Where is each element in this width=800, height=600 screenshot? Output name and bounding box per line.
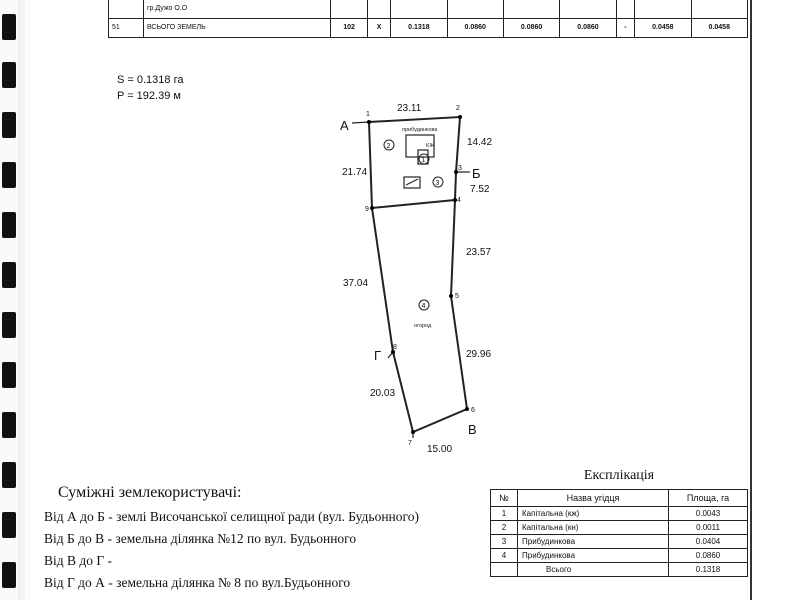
boundary-point: [458, 115, 462, 119]
land-area: 0.0404: [669, 535, 748, 549]
land-area: 0.0011: [669, 521, 748, 535]
row-number: 51: [109, 18, 144, 38]
zone-number: 4: [421, 303, 426, 310]
list-item: Від В до Г -: [44, 553, 113, 568]
table-row: [491, 563, 748, 577]
area-value: S = 0.1318 га: [117, 74, 184, 86]
shed-hatch: [406, 179, 418, 185]
table-row: [491, 535, 748, 549]
point-number: 1: [366, 111, 370, 118]
land-type: Прибудинкова: [518, 535, 669, 549]
table-cell: Х: [368, 18, 391, 38]
segment-length: 37.04: [343, 278, 369, 289]
owner-name: гр.Дужо О.О: [144, 0, 331, 18]
binder-hole: [2, 562, 16, 588]
land-type: Прибудинкова: [518, 549, 669, 563]
row-number: 4: [491, 549, 518, 563]
column-header: №: [491, 490, 518, 507]
total-label: Всього: [518, 563, 669, 577]
segment-length: 23.57: [466, 247, 492, 258]
table-cell: 0.0860: [560, 18, 616, 38]
perimeter-value: P = 192.39 м: [117, 90, 181, 102]
boundary-point: [449, 294, 453, 298]
land-area: 0.0860: [669, 549, 748, 563]
list-item: Від А до Б - землі Височанської селищної ради (вул. Будьонного): [44, 509, 419, 524]
row-number: 1: [491, 507, 518, 521]
table-cell: 102: [331, 18, 368, 38]
zone-number: 3: [435, 180, 440, 187]
corner-label-v: В: [468, 422, 477, 437]
zone-number: 2: [386, 143, 391, 150]
segment-length: 21.74: [342, 167, 368, 178]
table-header-row: [491, 490, 748, 507]
point-number: 5: [455, 293, 459, 300]
total-label: ВСЬОГО ЗЕМЕЛЬ: [144, 18, 331, 38]
point-number: 3: [458, 165, 462, 172]
land-area: 0.0043: [669, 507, 748, 521]
table-row: [491, 521, 748, 535]
table-cell: 0.0458: [691, 18, 747, 38]
row-number: [491, 563, 518, 577]
adjacent-owners-heading: Суміжні землекористувачі:: [58, 484, 242, 501]
boundary-point: [465, 407, 469, 411]
segment-length: 15.00: [427, 444, 453, 455]
corner-label-b: Б: [472, 166, 481, 181]
explication-table: [490, 489, 748, 577]
boundary-point: [411, 430, 415, 434]
point-number: 8: [393, 344, 397, 351]
segment-length: 23.11: [397, 103, 422, 114]
zone-label: огород: [414, 323, 432, 329]
boundary-point: [367, 120, 371, 124]
list-item: Від Б до В - земельна ділянка №12 по вул. Будьонного: [44, 531, 357, 546]
table-row: [491, 507, 748, 521]
land-type: Капітальна (кн): [518, 521, 669, 535]
total-area: 0.1318: [669, 563, 748, 577]
land-type: Капітальна (кж): [518, 507, 669, 521]
row-number: 3: [491, 535, 518, 549]
explication-block: [490, 468, 748, 577]
table-row: [491, 549, 748, 563]
corner-label-g: Г: [374, 348, 382, 363]
point-number: 9: [365, 206, 369, 213]
boundary-point: [370, 206, 374, 210]
table-cell: 0.1318: [391, 18, 447, 38]
point-number: 7: [408, 440, 412, 447]
zone-markers: [384, 140, 443, 310]
table-cell: -: [616, 18, 635, 38]
binder-hole: [2, 512, 16, 538]
zone-label: КЖ: [426, 143, 435, 149]
segment-length: 20.03: [370, 388, 396, 399]
row-number: 2: [491, 521, 518, 535]
corner-label-a: А: [340, 118, 349, 133]
table-cell: 0.0860: [503, 18, 559, 38]
segment-length: 29.96: [466, 349, 492, 360]
column-header: Назва угідця: [518, 490, 669, 507]
list-item: Від Г до А - земельна ділянка № 8 по вул.Будьонного: [44, 575, 351, 590]
point-number: 4: [457, 197, 461, 204]
column-header: Площа, га: [669, 490, 748, 507]
segment-length: 7.52: [470, 184, 490, 195]
segment-lengths: [342, 103, 492, 455]
segment-length: 14.42: [467, 137, 493, 148]
explication-title: Експлікація: [583, 468, 655, 483]
zone-label: прибудинкова: [402, 127, 438, 133]
zone-number: 1: [421, 157, 426, 164]
table-cell: 0.0458: [635, 18, 691, 38]
adjacent-owners: [44, 482, 419, 594]
point-number: 6: [471, 407, 475, 414]
point-number: 2: [456, 105, 460, 112]
table-cell: 0.0860: [447, 18, 503, 38]
